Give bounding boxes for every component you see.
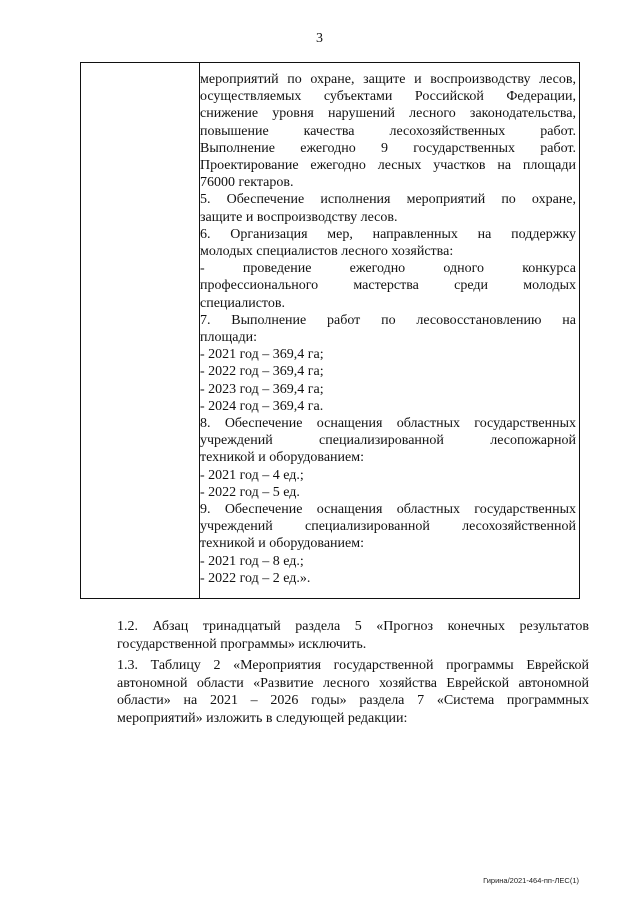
table-text-line: 5. Обеспечение исполнения мероприятий по охране, bbox=[200, 192, 576, 208]
table-text-line: - 2022 год – 369,4 га; bbox=[200, 364, 324, 380]
table-right-column bbox=[200, 71, 576, 587]
table-text-line: специалистов. bbox=[200, 295, 285, 311]
table-text-line: Проектирование ежегодно лесных участков на площади bbox=[200, 158, 576, 174]
table-text-line: осуществляемых субъектами Российской Федерации, bbox=[200, 89, 576, 105]
paragraph-p-1-2 bbox=[117, 618, 589, 653]
paragraph-line: области» на 2021 – 2026 годы» раздела 7 «Система программных bbox=[117, 693, 589, 709]
table-text-line: профессионального мастерства среди молодых bbox=[200, 278, 576, 294]
table-text-line: 9. Обеспечение оснащения областных государственных bbox=[200, 502, 576, 518]
paragraph-line: 1.3. Таблицу 2 «Мероприятия государственной программы Еврейской bbox=[117, 658, 589, 674]
paragraph-line: мероприятий» изложить в следующей редакции: bbox=[117, 710, 408, 726]
table-text-line: 8. Обеспечение оснащения областных государственных bbox=[200, 416, 576, 432]
table-text-line: молодых специалистов лесного хозяйства: bbox=[200, 244, 454, 260]
table-text-line: учреждений специализированной лесохозяйственной bbox=[200, 519, 576, 535]
table-text-line: 6. Организация мер, направленных на поддержку bbox=[200, 226, 576, 242]
table-text-line: учреждений специализированной лесопожарной bbox=[200, 433, 576, 449]
document-body bbox=[117, 618, 589, 728]
table-left-column bbox=[81, 63, 200, 598]
table-text-line: техникой и оборудованием: bbox=[200, 536, 364, 552]
table-text-line: снижение уровня нарушений лесного законодательства, bbox=[200, 106, 576, 122]
table-text-line: - проведение ежегодно одного конкурса bbox=[200, 261, 576, 277]
table-text-line: - 2021 год – 4 ед.; bbox=[200, 467, 304, 483]
table-text-line: техникой и оборудованием: bbox=[200, 450, 364, 466]
table-text-line: - 2022 год – 2 ед.». bbox=[200, 570, 311, 586]
table-text-line: - 2021 год – 8 ед.; bbox=[200, 553, 304, 569]
table-text-line: площади: bbox=[200, 330, 257, 346]
paragraph-line: 1.2. Абзац тринадцатый раздела 5 «Прогноз конечных результатов bbox=[117, 619, 589, 634]
program-table bbox=[80, 62, 580, 599]
table-text-line: - 2023 год – 369,4 га; bbox=[200, 381, 324, 397]
table-text-line: повышение качества лесохозяйственных работ. bbox=[200, 123, 576, 139]
table-text-line: Выполнение ежегодно 9 государственных работ. bbox=[200, 140, 576, 156]
table-text-line: - 2024 год – 369,4 га. bbox=[200, 398, 324, 414]
paragraph-line: государственной программы» исключить. bbox=[117, 636, 367, 652]
table-text-line: 76000 гектаров. bbox=[200, 175, 294, 191]
paragraph-p-1-3 bbox=[117, 657, 589, 727]
footer-code: Гирина/2021-464-пп-ЛЕС(1) bbox=[483, 876, 579, 885]
table-text-line: - 2021 год – 369,4 га; bbox=[200, 347, 324, 363]
table-text-line: 7. Выполнение работ по лесовосстановлению на bbox=[200, 312, 576, 328]
paragraph-line: автономной области «Развитие лесного хозяйства Еврейской автономной bbox=[117, 675, 589, 691]
page-number: 3 bbox=[316, 31, 323, 46]
table-text-line: мероприятий по охране, защите и воспроизводству лесов, bbox=[200, 72, 576, 87]
table-text-line: защите и воспроизводству лесов. bbox=[200, 209, 398, 225]
table-text-line: - 2022 год – 5 ед. bbox=[200, 484, 300, 500]
